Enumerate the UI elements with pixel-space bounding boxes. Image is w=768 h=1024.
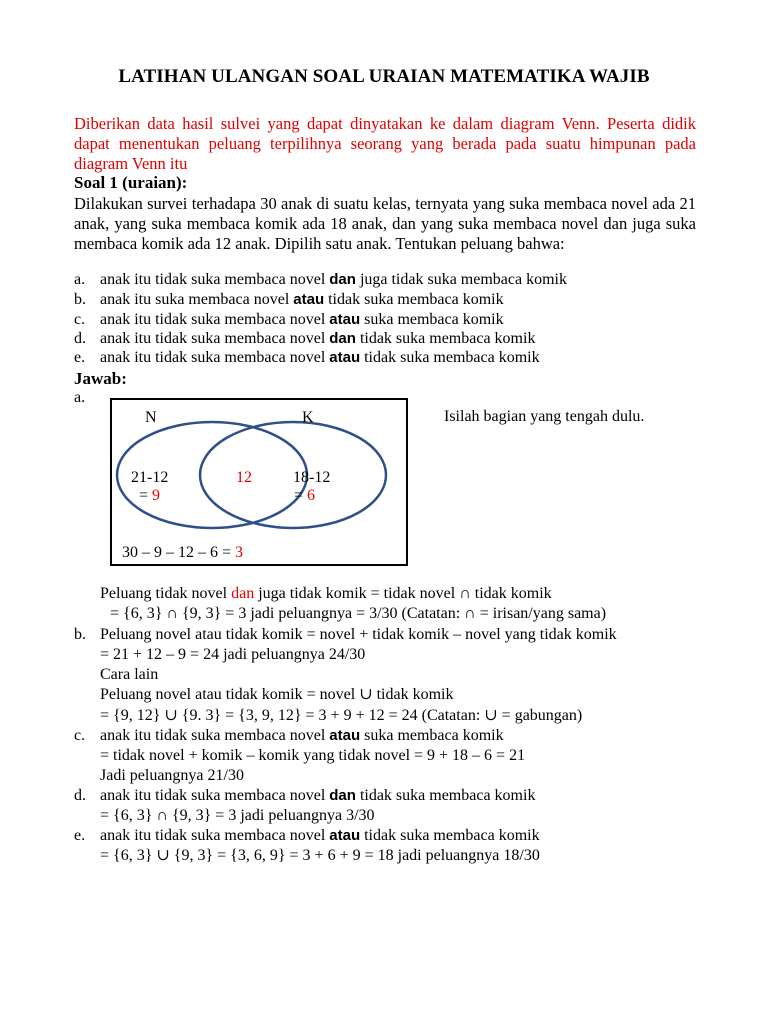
venn-diagram xyxy=(110,398,408,566)
answer-b-line-1: Peluang novel atau tidak komik = novel + tidak komik – novel yang tidak komik xyxy=(100,626,617,643)
answer-b-line-5: = {9, 12} ∪ {9. 3} = {3, 9, 12} = 3 + 9 + 12 = 24 (Catatan: ∪ = gabungan) xyxy=(100,707,583,724)
right-expression: 18-12 xyxy=(293,469,331,486)
answer-c-line-3: Jadi peluangnya 21/30 xyxy=(100,767,244,784)
question-keyword: atau xyxy=(329,311,361,328)
answer-a-line-2: = {6, 3} ∩ {9, 3} = 3 jadi peluangnya = 3/30 (Catatan: ∩ = irisan/yang sama) xyxy=(110,605,607,622)
left-value: 9 xyxy=(152,487,161,504)
answer-text: suka membaca komik xyxy=(360,727,504,744)
answer-keyword: dan xyxy=(231,585,255,602)
outside-result xyxy=(122,544,243,562)
question-text: anak itu tidak suka membaca novel xyxy=(100,311,330,328)
hint-text: Isilah bagian yang tengah dulu. xyxy=(444,408,645,425)
question-keyword: atau xyxy=(293,291,325,308)
answer-keyword: atau xyxy=(329,827,361,844)
answer-e-line-1 xyxy=(100,826,540,845)
answer-c-label: c. xyxy=(74,727,86,744)
question-item xyxy=(74,290,504,309)
question-text: tidak suka membaca komik xyxy=(324,291,504,308)
answer-c-line-1 xyxy=(100,726,504,745)
left-equals: = xyxy=(139,487,153,504)
question-text: anak itu tidak suka membaca novel xyxy=(100,349,330,366)
question-keyword: dan xyxy=(329,271,356,288)
answer-text: anak itu tidak suka membaca novel xyxy=(100,827,330,844)
outside-value: 3 xyxy=(235,544,244,561)
answer-text: anak itu tidak suka membaca novel xyxy=(100,727,330,744)
answer-text: tidak suka membaca komik xyxy=(360,827,540,844)
set-k-label: K xyxy=(302,409,314,426)
answer-keyword: dan xyxy=(329,787,356,804)
answer-c-line-2: = tidak novel + komik – komik yang tidak novel = 9 + 18 – 6 = 21 xyxy=(100,747,526,764)
question-label: c. xyxy=(74,311,86,328)
question-text: anak itu tidak suka membaca novel xyxy=(100,271,330,288)
question-item xyxy=(74,310,504,329)
page-title: LATIHAN ULANGAN SOAL URAIAN MATEMATIKA WAJIB xyxy=(118,66,650,87)
left-result xyxy=(139,487,160,505)
right-result xyxy=(294,487,315,505)
outside-expression: 30 – 9 – 12 – 6 = xyxy=(122,544,236,561)
jawab-heading: Jawab: xyxy=(74,369,127,388)
question-item xyxy=(74,348,540,367)
question-item xyxy=(74,270,567,289)
question-label: e. xyxy=(74,349,86,366)
question-text: tidak suka membaca komik xyxy=(360,349,540,366)
left-expression: 21-12 xyxy=(131,469,169,486)
question-text: tidak suka membaca komik xyxy=(355,330,536,347)
answer-d-line-2: = {6, 3} ∩ {9, 3} = 3 jadi peluangnya 3/30 xyxy=(100,807,375,824)
answer-text: anak itu tidak suka membaca novel xyxy=(100,787,330,804)
answer-b-line-3: Cara lain xyxy=(100,666,159,683)
answer-e-label: e. xyxy=(74,827,86,844)
question-text: anak itu suka membaca novel xyxy=(100,291,294,308)
answer-text: tidak suka membaca komik xyxy=(355,787,536,804)
answer-text: Peluang tidak novel xyxy=(100,585,232,602)
question-item xyxy=(74,329,535,348)
answer-b-label: b. xyxy=(74,626,86,643)
question-text: suka membaca komik xyxy=(360,311,504,328)
question-label: b. xyxy=(74,291,86,308)
right-equals: = xyxy=(294,487,308,504)
soal-heading: Soal 1 (uraian): xyxy=(74,173,188,192)
answer-a-line-1 xyxy=(100,584,552,603)
answer-a-label: a. xyxy=(74,389,86,406)
problem-paragraph: Dilakukan survei terhadapa 30 anak di suatu kelas, ternyata yang suka membaca novel ada 21 anak, yang suka membaca komik ada 18 anak, dan yang suka membaca novel dan juga suka membaca komik ada 12 anak. Dipilih satu anak. Tentukan peluang bahwa: xyxy=(74,194,696,253)
question-label: d. xyxy=(74,330,86,347)
answer-b-line-2: = 21 + 12 – 9 = 24 jadi peluangnya 24/30 xyxy=(100,646,366,663)
question-keyword: dan xyxy=(329,330,356,347)
answer-e-line-2: = {6, 3} ∪ {9, 3} = {3, 6, 9} = 3 + 6 + 9 = 18 jadi peluangnya 18/30 xyxy=(100,847,540,864)
answer-text: juga tidak komik = tidak novel ∩ tidak komik xyxy=(254,585,552,602)
intro-paragraph: Diberikan data hasil sulvei yang dapat dinyatakan ke dalam diagram Venn. Peserta didik dapat menentukan peluang terpilihnya seorang yang berada pada suatu himpunan pada diagram Venn itu xyxy=(74,114,696,173)
answer-b-line-4: Peluang novel atau tidak komik = novel ∪ tidak komik xyxy=(100,686,454,703)
right-value: 6 xyxy=(307,487,316,504)
question-label: a. xyxy=(74,271,86,288)
question-text: anak itu tidak suka membaca novel xyxy=(100,330,330,347)
answer-keyword: atau xyxy=(329,727,361,744)
center-value: 12 xyxy=(236,469,252,486)
question-keyword: atau xyxy=(329,349,361,366)
set-n-label: N xyxy=(145,409,157,426)
question-text: juga tidak suka membaca komik xyxy=(355,271,567,288)
answer-d-label: d. xyxy=(74,787,86,804)
answer-d-line-1 xyxy=(100,786,535,805)
